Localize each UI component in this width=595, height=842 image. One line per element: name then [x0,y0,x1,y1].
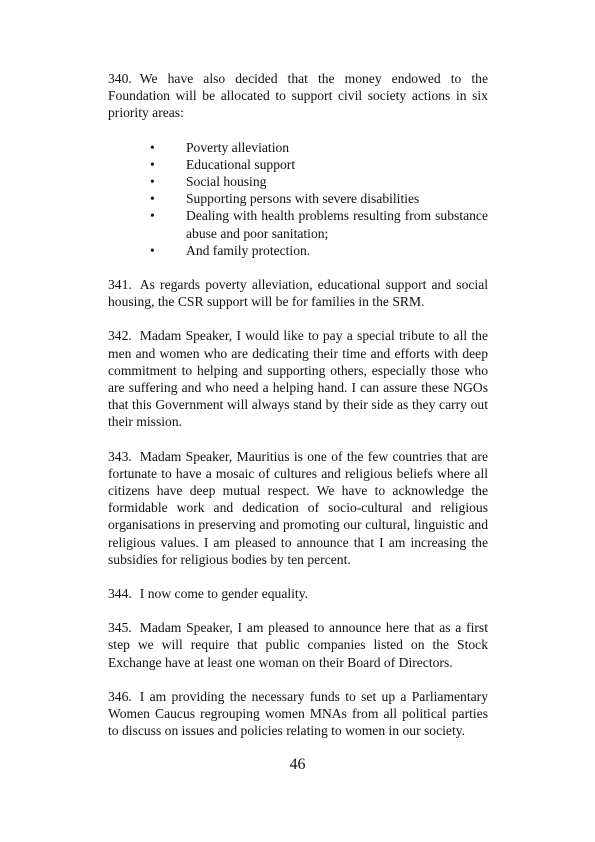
page-number: 46 [289,756,306,773]
paragraph-344 [108,585,488,602]
paragraph-343 [108,448,488,568]
list-item [108,242,488,259]
paragraph-342 [108,327,488,430]
paragraph-346 [108,688,488,740]
paragraph-number: 341. [108,277,132,293]
paragraph-345 [108,619,488,671]
list-item [108,190,488,207]
paragraph-number: 346. [108,688,132,704]
bullet-icon: • [150,208,155,224]
bullet-icon: • [150,156,155,172]
priority-areas-list [108,139,488,259]
paragraph-number: 342. [108,328,132,344]
paragraph-text: Madam Speaker, I am pleased to announce here that as a first step we will require that public companies listed on the Stock Exchange have at least one woman on their Board of Directors. [108,620,488,670]
paragraph-number: 343. [108,448,132,464]
bullet-icon: • [150,174,155,190]
list-item-text: Dealing with health problems resulting from substance abuse and poor sanitation; [186,208,488,241]
paragraph-number: 340. [108,71,132,86]
list-item-text: Poverty alleviation [186,139,290,155]
bullet-icon: • [150,191,155,207]
list-item-text: Educational support [186,156,296,172]
bullet-icon: • [150,139,155,155]
bullet-icon: • [150,242,155,258]
list-item [108,156,488,173]
list-item [108,173,488,190]
paragraph-text: Madam Speaker, Mauritius is one of the few countries that are fortunate to have a mosaic of cultures and religious beliefs where all citizens have deep mutual respect. We have to acknowledge the formidable work and dedication of socio-cultural and religious organisations in preserving and promoting our cultural, linguistic and religious values. I am pleased to announce that I am increasing the subsidies for religious bodies by ten percent. [108,448,488,567]
list-item-text: And family protection. [186,242,311,258]
list-item-text: Supporting persons with severe disabilities [186,191,420,207]
list-item [108,207,488,241]
paragraph-text: We have also decided that the money endowed to the Foundation will be allocated to support civil society actions in six priority areas: [108,71,488,121]
paragraph-341 [108,276,488,310]
paragraph-340 [108,70,488,122]
document-body [108,70,488,757]
list-item [108,139,488,156]
paragraph-number: 345. [108,620,132,636]
paragraph-text: As regards poverty alleviation, educational support and social housing, the CSR support will be for families in the SRM. [108,277,488,310]
paragraph-text: I now come to gender equality. [139,586,309,602]
paragraph-number: 344. [108,586,132,602]
list-item-text: Social housing [186,174,267,190]
paragraph-text: Madam Speaker, I would like to pay a special tribute to all the men and women who are dedicating their time and efforts with deep commitment to helping and supporting others, especially those who are suffering and who need a helping hand. I can assure these NGOs that this Government will always stand by their side as they carry out their mission. [108,328,488,430]
paragraph-text: I am providing the necessary funds to set up a Parliamentary Women Caucus regrouping women MNAs from all political parties to discuss on issues and policies relating to women in our society. [108,688,488,739]
